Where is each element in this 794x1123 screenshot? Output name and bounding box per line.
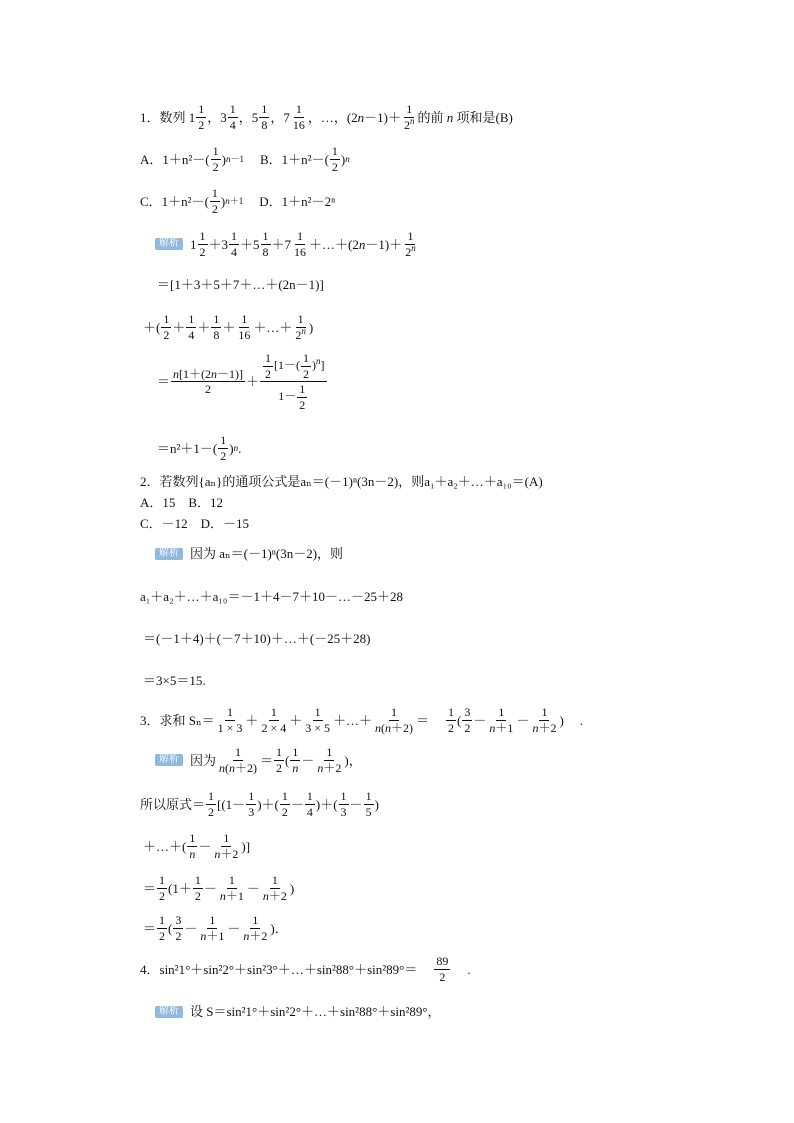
q1-solution-line3: ＋( $\frac{1}{2}$ ＋ $\frac{1}{4}$ ＋ $\frac{1}{8}$ ＋ $\frac{1}{16}$ ＋…＋ $\frac{1}{2^n}$ )	[143, 312, 314, 342]
fraction: $\frac{1}{8}$	[262, 229, 269, 259]
fraction: $\frac{1}{n+2}$	[214, 831, 239, 861]
fraction: $\frac{1}{8}$	[213, 312, 220, 342]
fraction: $\frac{1}{n+2}$	[532, 705, 557, 735]
q3-stem: 3． 求和 Sₙ＝ $\frac{1}{1 \times 3}$ ＋ $\frac{1}{2 \times 4}$ ＋ $\frac{1}{3 \times 5}$ ＋…＋ $\frac{1}{n(n+2)}$ ＝ $\frac{1}{2}$ ( $\frac{3}{2}$ － $\frac{1}{n+1}$ － $\frac{1}{n+2}$ ) .	[140, 705, 584, 735]
q1-solution-line1: 解析 1 $\frac{1}{2}$ ＋3 $\frac{1}{4}$ ＋5 $\frac{1}{8}$ ＋7 $\frac{1}{16}$ ＋…＋(2 n －1)＋ $\frac{1}{2^n}$	[155, 230, 419, 258]
q2-stem: 2． 若数列{aₙ}的通项公式是aₙ＝(－1)ⁿ(3n－2)，则a₁＋a₂＋…＋a₁₀＝(A)	[140, 474, 543, 489]
fraction: $\frac{3}{2}$	[464, 705, 471, 735]
fraction: $\frac{1}{2 \times 4}$	[261, 705, 287, 735]
fraction: $\frac{1}{5}$	[365, 789, 372, 819]
fraction: $\frac{1}{n+1}$	[219, 873, 244, 903]
q3-solution-line1: 解析 因为 $\frac{1}{n(n+2)}$ ＝ $\frac{1}{2}$ ( $\frac{1}{n}$ － $\frac{1}{n+2}$ )，	[155, 746, 362, 774]
fraction: $\frac{1}{2}$	[208, 789, 215, 819]
q2-solution-line1: 解析 因为 aₙ＝(－1)ⁿ(3n－2)，则	[155, 547, 343, 560]
q4-solution-line1: 解析 设 S＝sin²1°＋sin²2°＋…＋sin²88°＋sin²89°，	[155, 1005, 441, 1018]
q2-solution-line2: a₁＋a₂＋…＋a₁₀＝－1＋4－7＋10－…－25＋28	[140, 589, 403, 604]
q2-solution-line4: ＝3×5＝15.	[143, 673, 206, 688]
fraction: $\frac{1}{3}$	[340, 789, 347, 819]
fraction: $\frac{1}{2}$	[198, 102, 205, 132]
fraction: $\frac{1}{2}$	[448, 705, 455, 735]
fraction: $\frac{1}{2}$	[212, 144, 219, 174]
fraction: $\frac{1}{n(n+2)}$	[375, 705, 414, 735]
fraction: $\frac{1}{4}$	[188, 312, 195, 342]
q2-options-cd: C．－12 D．－15	[140, 516, 250, 531]
q2-options-ab: A．15 B．12	[140, 495, 224, 510]
q3-solution-line4: ＝ $\frac{1}{2}$ (1＋ $\frac{1}{2}$ － $\frac{1}{n+1}$ － $\frac{1}{n+2}$ )	[143, 873, 295, 903]
q4-answer: $\frac{89}{2}$	[436, 954, 449, 984]
fraction: $\frac{1}{2}$	[194, 873, 201, 903]
fraction: $\frac{1}{2^n}$	[404, 102, 415, 132]
fraction: $\frac{1}{n+2}$	[262, 873, 287, 903]
fraction: $\frac{1}{n+1}$	[200, 913, 225, 943]
fraction: $\frac{1}{n}$	[189, 831, 196, 861]
fraction: $\frac{1}{16}$	[238, 312, 251, 342]
solution-tag: 解析	[155, 238, 183, 250]
fraction: $\frac{1}{4}$	[229, 102, 236, 132]
fraction: $\frac{1}{16}$	[294, 229, 307, 259]
fraction: $\frac{1}{2}$	[211, 186, 218, 216]
q2-solution-line3: ＝(－1＋4)＋(－7＋10)＋…＋(－25＋28)	[143, 631, 371, 646]
fraction: $\frac{1}{2}$ [1－( $\frac{1}{2}$ )$^n$] 1－ $\frac{1}{2}$	[260, 352, 327, 411]
fraction: $\frac{1}{2^n}$	[405, 229, 416, 259]
fraction: $\frac{1}{2}$	[159, 873, 166, 903]
q1-solution-line4: ＝ $\frac{n[1+(2n-1)]}{2}$ ＋ $\frac{1}{2}$ [1－( $\frac{1}{2}$ )$^n$] 1－ $\frac{1}{2}$	[157, 351, 325, 412]
fraction: $\frac{1}{n+2}$	[243, 913, 268, 943]
q1-stem: 1． 数列 1 $\frac{1}{2}$ ，3 $\frac{1}{4}$ ，5 $\frac{1}{8}$ ，7 $\frac{1}{16}$ ，…，(2 n －1)＋ $\frac{1}{2^n}$ 的前 n 项和是(B)	[140, 102, 513, 132]
fraction: $\frac{1}{2}$	[276, 745, 283, 775]
fraction: $\frac{1}{3}$	[248, 789, 255, 819]
solution-tag: 解析	[155, 548, 183, 560]
fraction: $\frac{1}{8}$	[261, 102, 268, 132]
solution-tag: 解析	[155, 754, 183, 766]
solution-tag: 解析	[155, 1006, 183, 1018]
fraction: $\frac{1}{2^n}$	[295, 312, 306, 342]
fraction: $\frac{1}{3 \times 5}$	[305, 705, 331, 735]
fraction: $\frac{1}{4}$	[306, 789, 313, 819]
q4-stem: 4． sin²1°＋sin²2°＋sin²3°＋…＋sin²88°＋sin²89°＝ $\frac{89}{2}$ .	[140, 954, 471, 984]
q1-options-cd: C．1＋n²－ ( $\frac{1}{2}$ ) n＋1 D．1＋n²－2ⁿ	[140, 186, 336, 216]
fraction: $\frac{3}{2}$	[175, 913, 182, 943]
fraction: $\frac{1}{n}$	[292, 745, 299, 775]
q3-solution-line2: 所以原式＝ $\frac{1}{2}$ [(1－ $\frac{1}{3}$ )＋( $\frac{1}{2}$ － $\frac{1}{4}$ )＋( $\frac{1}{3}$ － $\frac{1}{5}$ )	[140, 789, 379, 819]
fraction: $\frac{1}{1 \times 3}$	[217, 705, 243, 735]
q3-solution-line3: ＋…＋( $\frac{1}{n}$ － $\frac{1}{n+2}$ )]	[143, 831, 251, 861]
fraction: $\frac{1}{2}$	[199, 229, 206, 259]
fraction: $\frac{1}{16}$	[292, 102, 305, 132]
fraction: $\frac{1}{2}$	[159, 913, 166, 943]
fraction: $\frac{n[1+(2n-1)]}{2}$	[173, 366, 244, 397]
q3-solution-line5: ＝ $\frac{1}{2}$ ( $\frac{3}{2}$ － $\frac{1}{n+1}$ － $\frac{1}{n+2}$ )．	[143, 913, 288, 943]
fraction: $\frac{1}{2}$	[163, 312, 170, 342]
fraction: $\frac{1}{n(n+2)}$	[219, 745, 258, 775]
fraction: $\frac{1}{2}$	[220, 433, 227, 463]
fraction: $\frac{1}{n+2}$	[317, 745, 342, 775]
fraction: $\frac{1}{n+1}$	[489, 705, 514, 735]
fraction: $\frac{1}{2}$	[281, 789, 288, 819]
fraction: $\frac{1}{4}$	[231, 229, 238, 259]
q1-solution-line5: ＝n²＋1－ ( $\frac{1}{2}$ ) n .	[157, 433, 242, 463]
q1-solution-line2: ＝[1＋3＋5＋7＋…＋(2n－1)]	[157, 277, 324, 292]
fraction: $\frac{1}{2}$	[331, 144, 338, 174]
q1-options-ab: A．1＋n²－ ( $\frac{1}{2}$ ) n－1 B．1＋n²－ ( $\frac{1}{2}$ ) n	[140, 144, 350, 174]
